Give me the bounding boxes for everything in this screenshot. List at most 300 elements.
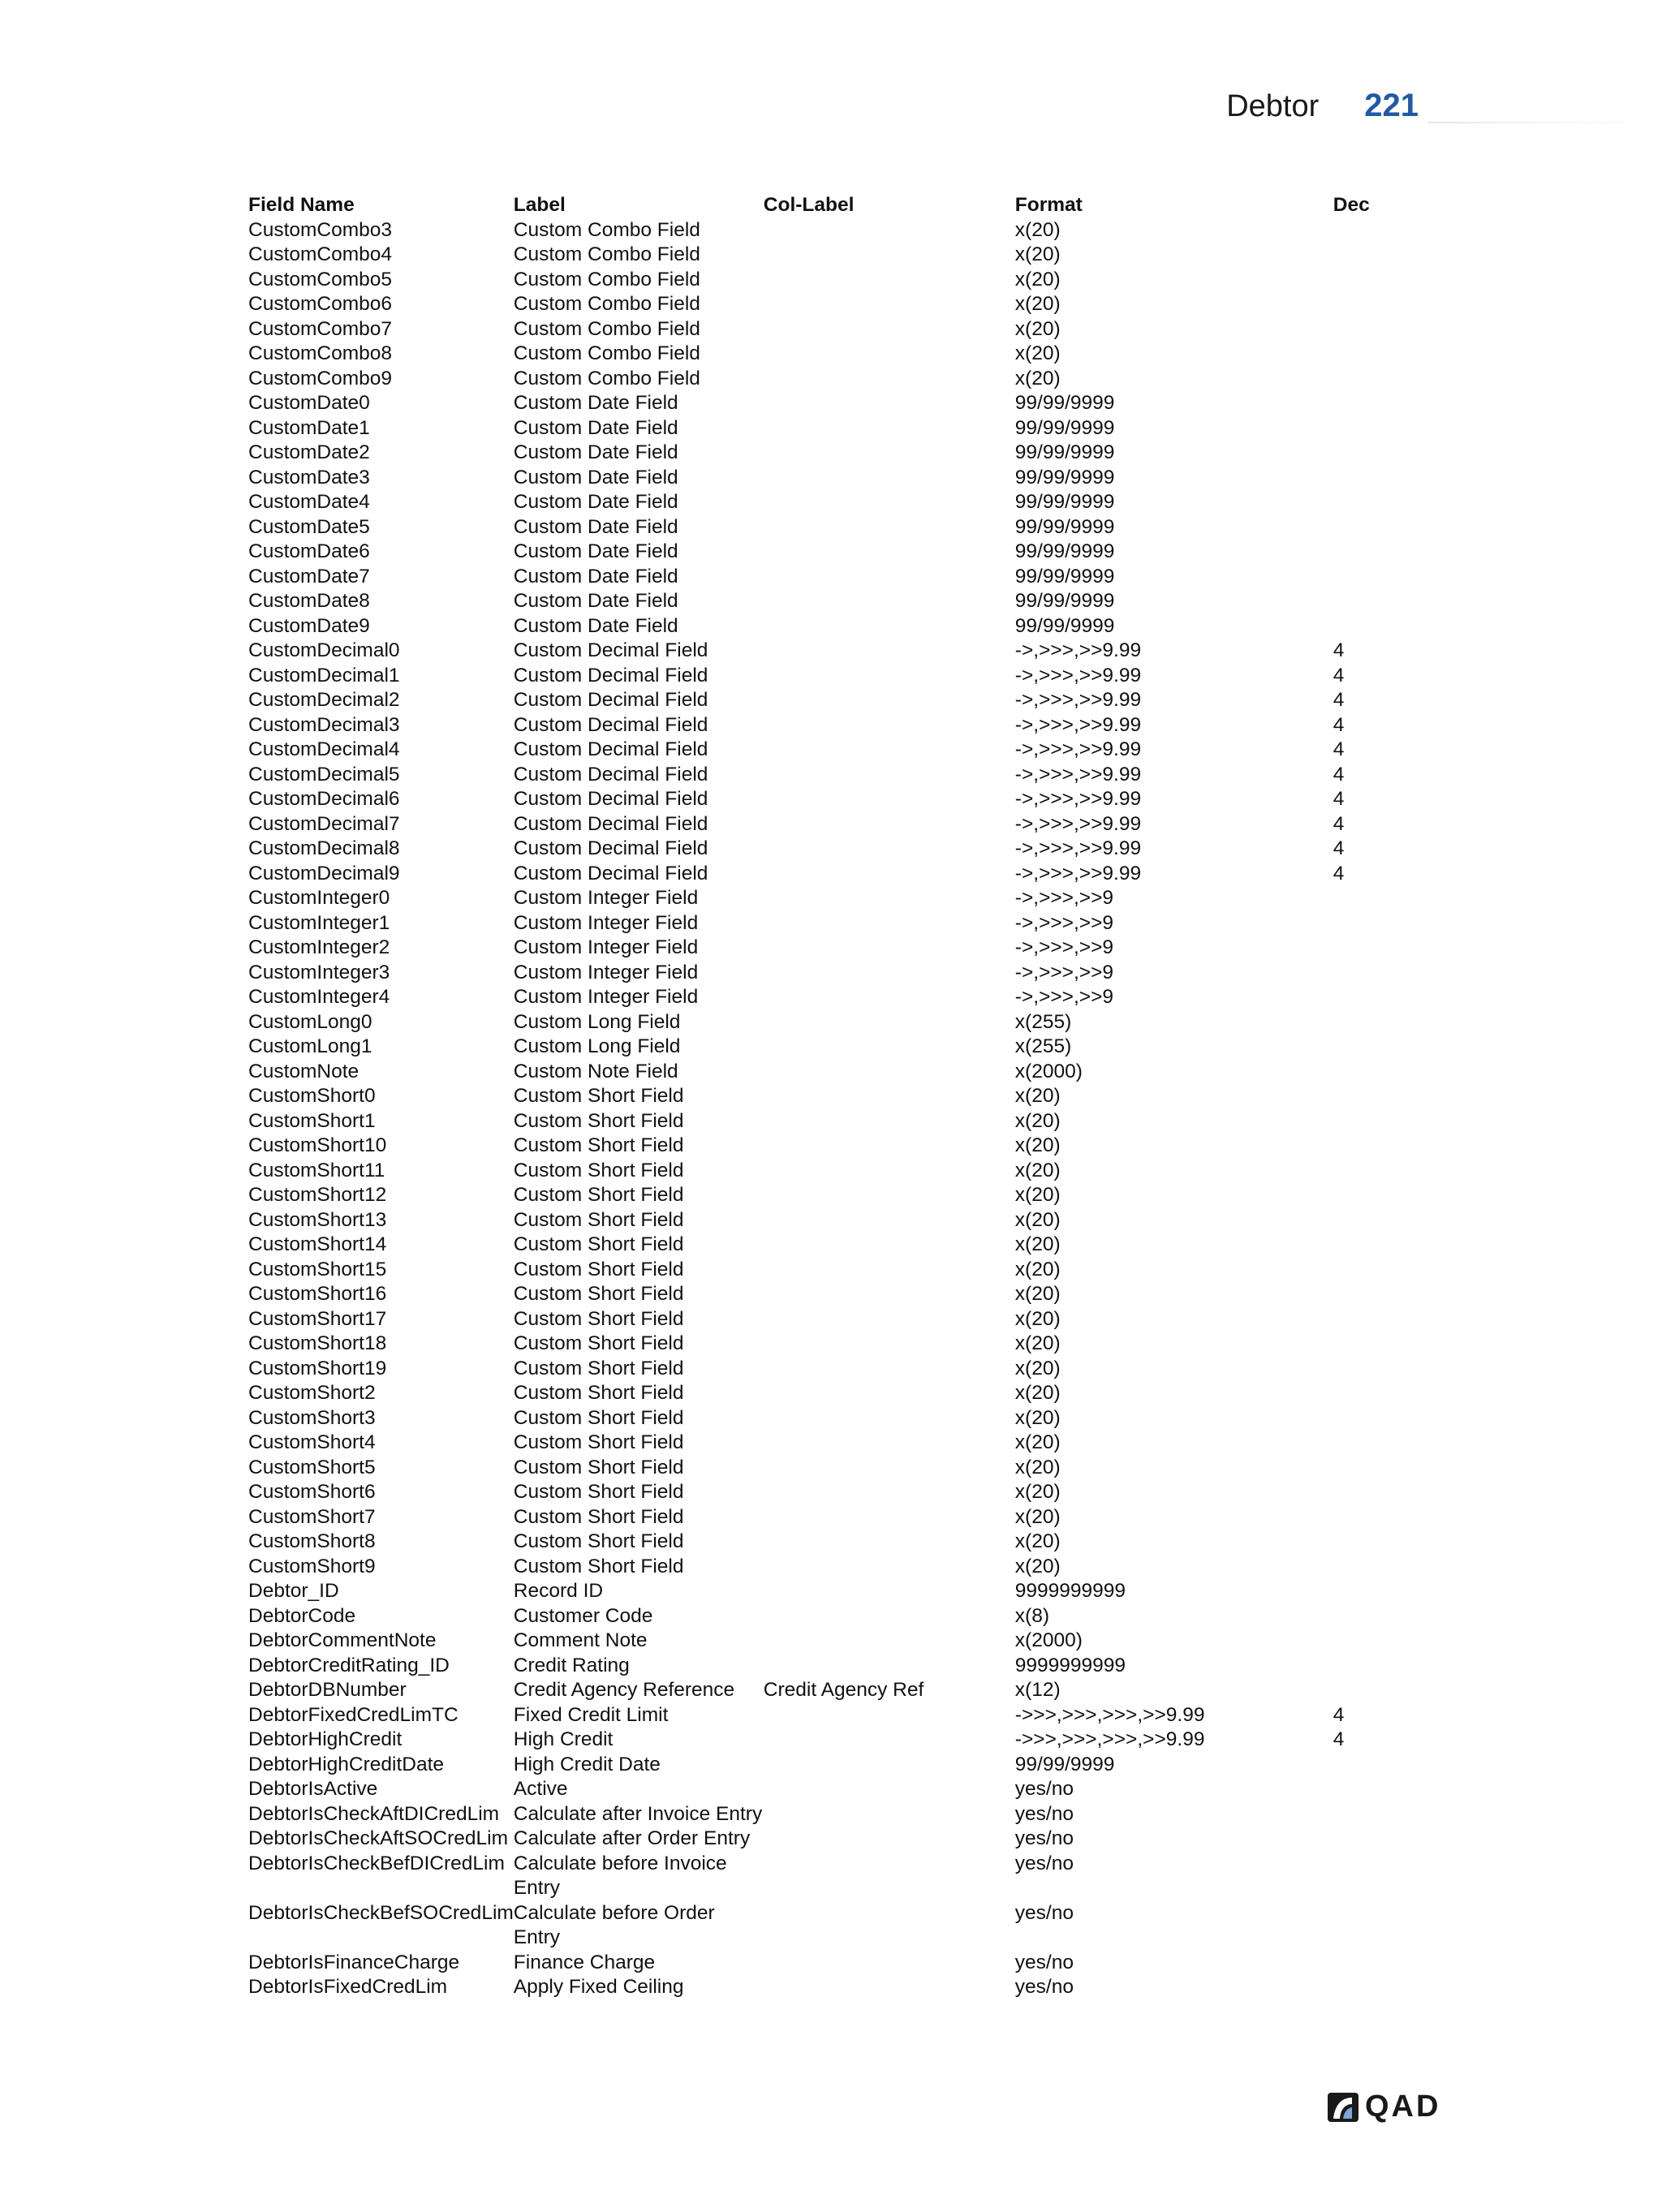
dec-cell (1333, 1852, 1398, 1901)
label-cell: Custom Short Field (513, 1085, 684, 1107)
field-name-cell: CustomDecimal9 (248, 862, 400, 884)
dec-cell: 4 (1333, 738, 1345, 760)
table-row (248, 1629, 1398, 1654)
format-cell: 9999999999 (1014, 1654, 1126, 1676)
field-name-cell: CustomShort19 (248, 1357, 387, 1379)
table-row (248, 515, 1398, 540)
col-label-cell (764, 1357, 1015, 1382)
col-label-cell (764, 317, 1015, 342)
dec-cell (1333, 1233, 1398, 1258)
col-label-cell (764, 466, 1015, 491)
col-label-cell (764, 342, 1015, 367)
label-cell: Custom Combo Field (513, 293, 700, 315)
field-name-cell: CustomDate5 (248, 515, 370, 538)
field-name-cell: DebtorCommentNote (248, 1629, 437, 1651)
dec-cell (1333, 1678, 1398, 1703)
label-cell: Apply Fixed Ceiling (513, 1976, 684, 1998)
col-label-cell (764, 1258, 1015, 1283)
dec-cell (1333, 441, 1398, 466)
label-cell: Custom Short Field (513, 1332, 684, 1354)
col-label-cell (764, 1753, 1015, 1778)
table-row (248, 961, 1398, 986)
label-cell: Custom Decimal Field (513, 788, 708, 810)
label-cell: Custom Date Field (513, 441, 678, 463)
label-cell: Custom Date Field (513, 392, 678, 414)
table-row (248, 1233, 1398, 1258)
col-label-cell (764, 367, 1015, 392)
dec-cell (1333, 1332, 1398, 1357)
label-cell: Custom Decimal Field (513, 862, 708, 884)
col-label-cell (764, 565, 1015, 590)
label-cell: Custom Short Field (513, 1109, 684, 1132)
col-label-cell (764, 664, 1015, 689)
label-cell: Custom Short Field (513, 1431, 684, 1453)
dec-cell (1333, 1010, 1398, 1035)
field-name-cell: CustomShort6 (248, 1481, 376, 1503)
table-row (248, 1332, 1398, 1357)
field-name-cell: CustomCombo6 (248, 293, 393, 315)
format-cell: x(20) (1014, 1085, 1061, 1107)
table-row (248, 1975, 1398, 2000)
dec-cell: 4 (1333, 837, 1345, 859)
col-label-cell (764, 1010, 1015, 1035)
dec-cell (1333, 218, 1398, 243)
field-name-cell: CustomDecimal3 (248, 713, 400, 736)
table-row (248, 738, 1398, 763)
label-cell: Calculate before Invoice Entry (513, 1852, 727, 1899)
label-cell: Custom Decimal Field (513, 763, 708, 785)
label-cell: Custom Integer Field (513, 887, 699, 909)
col-label-cell (764, 1703, 1015, 1728)
dec-cell (1333, 911, 1398, 936)
table-row (248, 1951, 1398, 1976)
format-cell: ->,>>>,>>9.99 (1014, 664, 1142, 686)
col-label-cell (764, 1827, 1015, 1852)
field-name-cell: Debtor_ID (248, 1580, 339, 1602)
col-label-cell (764, 1109, 1015, 1134)
label-cell: Credit Rating (513, 1654, 630, 1676)
col-label-cell (764, 1183, 1015, 1208)
dec-cell (1333, 1975, 1398, 2000)
label-cell: Custom Integer Field (513, 961, 699, 983)
col-label-cell (764, 589, 1015, 614)
column-header-field-name: Field Name (248, 194, 355, 216)
label-cell: Custom Long Field (513, 1035, 681, 1057)
label-cell: Custom Short Field (513, 1184, 684, 1206)
format-cell: ->,>>>,>>9.99 (1014, 788, 1142, 810)
label-cell: Custom Short Field (513, 1208, 684, 1231)
field-name-cell: DebtorDBNumber (248, 1679, 407, 1701)
col-label-cell (764, 1208, 1015, 1233)
label-cell: Custom Date Field (513, 565, 678, 587)
col-label-cell (764, 639, 1015, 664)
table-row (248, 1084, 1398, 1109)
format-cell: yes/no (1014, 1852, 1074, 1874)
label-cell: Custom Short Field (513, 1283, 684, 1305)
field-name-cell: CustomShort17 (248, 1307, 387, 1330)
field-name-cell: CustomShort1 (248, 1109, 376, 1132)
field-name-cell: CustomDate7 (248, 565, 370, 587)
format-cell: x(20) (1014, 317, 1061, 340)
field-name-cell: DebtorCode (248, 1604, 356, 1627)
dec-cell (1333, 589, 1398, 614)
dec-cell (1333, 1208, 1398, 1233)
dec-cell (1333, 1258, 1398, 1283)
dec-cell (1333, 1183, 1398, 1208)
dec-cell: 4 (1333, 1703, 1345, 1726)
col-label-cell (764, 218, 1015, 243)
col-label-cell (764, 1035, 1015, 1060)
field-name-cell: CustomDate4 (248, 491, 370, 513)
header-row (248, 193, 1398, 218)
label-cell: Fixed Credit Limit (513, 1703, 669, 1726)
col-label-cell (764, 1505, 1015, 1530)
col-label-cell (764, 1604, 1015, 1629)
label-cell: Custom Short Field (513, 1530, 684, 1552)
col-label-cell (764, 1728, 1015, 1753)
field-name-cell: DebtorIsCheckBefDICredLim (248, 1852, 505, 1874)
field-name-cell: CustomCombo4 (248, 243, 393, 265)
dec-cell: 4 (1333, 862, 1345, 884)
format-cell: yes/no (1014, 1976, 1074, 1998)
col-label-cell (764, 515, 1015, 540)
table-row (248, 1480, 1398, 1505)
format-cell: x(20) (1014, 1555, 1061, 1577)
table-row (248, 1852, 1398, 1901)
table-row (248, 218, 1398, 243)
format-cell: 99/99/9999 (1014, 392, 1115, 414)
field-name-cell: DebtorFixedCredLimTC (248, 1703, 459, 1726)
col-label-cell (764, 416, 1015, 441)
field-name-cell: DebtorIsFixedCredLim (248, 1976, 448, 1998)
col-label-cell (764, 1332, 1015, 1357)
field-name-cell: CustomDate1 (248, 416, 370, 439)
dec-cell (1333, 1654, 1398, 1679)
label-cell: Custom Decimal Field (513, 689, 708, 711)
table-row (248, 1703, 1398, 1728)
format-cell: ->,>>>,>>9 (1014, 936, 1114, 958)
col-label-cell (764, 787, 1015, 812)
label-cell: Custom Decimal Field (513, 664, 708, 686)
label-cell: Custom Short Field (513, 1134, 684, 1156)
dec-cell: 4 (1333, 788, 1345, 810)
format-cell: yes/no (1014, 1951, 1074, 1973)
format-cell: x(20) (1014, 1159, 1061, 1181)
format-cell: x(20) (1014, 367, 1061, 389)
table-row (248, 1901, 1398, 1951)
dec-cell (1333, 515, 1398, 540)
table-row (248, 540, 1398, 565)
col-label-cell (764, 837, 1015, 862)
field-name-cell: CustomShort10 (248, 1134, 387, 1156)
format-cell: x(20) (1014, 1431, 1061, 1453)
label-cell: Custom Note Field (513, 1060, 678, 1082)
label-cell: High Credit (513, 1728, 614, 1750)
col-label-cell (764, 441, 1015, 466)
field-name-cell: CustomShort15 (248, 1258, 387, 1280)
col-label-cell (764, 738, 1015, 763)
col-label-cell (764, 1406, 1015, 1431)
format-cell: ->,>>>,>>9 (1014, 887, 1114, 909)
format-cell: 99/99/9999 (1014, 416, 1115, 439)
field-name-cell: CustomShort7 (248, 1505, 376, 1528)
table-row (248, 911, 1398, 936)
col-label-cell (764, 1307, 1015, 1332)
col-label-cell (764, 1480, 1015, 1505)
dec-cell: 4 (1333, 639, 1345, 661)
field-name-cell: CustomDecimal0 (248, 639, 400, 661)
label-cell: Custom Date Field (513, 614, 678, 637)
dec-cell (1333, 1505, 1398, 1530)
table-row (248, 1357, 1398, 1382)
table-row (248, 614, 1398, 639)
format-cell: x(20) (1014, 1357, 1061, 1379)
col-label-cell (764, 985, 1015, 1010)
field-name-cell: CustomCombo8 (248, 342, 393, 364)
label-cell: Custom Decimal Field (513, 738, 708, 760)
format-cell: ->,>>>,>>9.99 (1014, 738, 1142, 760)
dec-cell (1333, 540, 1398, 565)
format-cell: x(20) (1014, 1530, 1061, 1552)
qad-logo-icon (1328, 2093, 1358, 2122)
dec-cell (1333, 1777, 1398, 1802)
table-row (248, 1208, 1398, 1233)
table-row (248, 1307, 1398, 1332)
label-cell: Custom Decimal Field (513, 639, 708, 661)
dec-cell (1333, 466, 1398, 491)
format-cell: ->,>>>,>>9.99 (1014, 639, 1142, 661)
field-name-cell: CustomInteger3 (248, 961, 390, 983)
label-cell: Record ID (513, 1580, 604, 1602)
table-row (248, 1183, 1398, 1208)
dec-cell (1333, 317, 1398, 342)
dec-cell (1333, 1579, 1398, 1604)
field-name-cell: CustomLong0 (248, 1010, 372, 1033)
format-cell: ->,>>>,>>9 (1014, 986, 1114, 1008)
dec-cell (1333, 490, 1398, 515)
field-name-cell: DebtorIsActive (248, 1778, 378, 1800)
format-cell: x(20) (1014, 268, 1061, 290)
dec-cell (1333, 1109, 1398, 1134)
col-label-cell (764, 292, 1015, 317)
field-name-cell: CustomCombo5 (248, 268, 393, 290)
table-row (248, 1456, 1398, 1481)
dec-cell (1333, 391, 1398, 416)
format-cell: yes/no (1014, 1802, 1074, 1825)
table-row (248, 688, 1398, 713)
table-row (248, 1258, 1398, 1283)
dec-cell (1333, 268, 1398, 293)
dec-cell (1333, 1951, 1398, 1976)
col-label-cell (764, 1159, 1015, 1184)
format-cell: 99/99/9999 (1014, 466, 1115, 488)
dec-cell (1333, 565, 1398, 590)
format-cell: x(8) (1014, 1604, 1049, 1627)
field-name-cell: CustomDate8 (248, 590, 370, 612)
table-row (248, 985, 1398, 1010)
field-name-cell: CustomDate2 (248, 441, 370, 463)
dec-cell (1333, 1060, 1398, 1085)
qad-logo (1328, 2089, 1440, 2124)
dec-cell: 4 (1333, 1728, 1345, 1750)
table-row (248, 243, 1398, 268)
label-cell: Custom Combo Field (513, 243, 700, 265)
dec-cell (1333, 243, 1398, 268)
col-label-cell (764, 936, 1015, 961)
table-row (248, 664, 1398, 689)
col-label-cell (764, 911, 1015, 936)
label-cell: Custom Short Field (513, 1505, 684, 1528)
field-name-cell: CustomShort11 (248, 1159, 385, 1181)
dec-cell: 4 (1333, 763, 1345, 785)
label-cell: Custom Short Field (513, 1481, 684, 1503)
field-name-cell: CustomShort16 (248, 1283, 387, 1305)
dec-cell (1333, 1456, 1398, 1481)
label-cell: High Credit Date (513, 1753, 661, 1775)
table-row (248, 936, 1398, 961)
dec-cell (1333, 1035, 1398, 1060)
label-cell: Custom Integer Field (513, 936, 699, 958)
col-label-cell (764, 1951, 1015, 1976)
format-cell: x(20) (1014, 1208, 1061, 1231)
label-cell: Calculate before Order Entry (513, 1901, 715, 1948)
format-cell: 99/99/9999 (1014, 614, 1115, 637)
col-label-cell (764, 1654, 1015, 1679)
table-row (248, 1431, 1398, 1456)
label-cell: Custom Short Field (513, 1233, 684, 1255)
format-cell: ->,>>>,>>9.99 (1014, 713, 1142, 736)
field-name-cell: CustomInteger1 (248, 911, 390, 934)
field-name-cell: CustomDate9 (248, 614, 370, 637)
label-cell: Custom Decimal Field (513, 837, 708, 859)
label-cell: Customer Code (513, 1604, 653, 1627)
field-name-cell: CustomShort0 (248, 1085, 376, 1107)
col-label-cell (764, 1579, 1015, 1604)
label-cell: Custom Integer Field (513, 986, 699, 1008)
field-name-cell: CustomCombo7 (248, 317, 393, 340)
col-label-cell (764, 1084, 1015, 1109)
label-cell: Finance Charge (513, 1951, 656, 1973)
table-row (248, 1753, 1398, 1778)
field-name-cell: CustomDate3 (248, 466, 370, 488)
format-cell: 99/99/9999 (1014, 590, 1115, 612)
label-cell: Custom Date Field (513, 590, 678, 612)
label-cell: Custom Date Field (513, 491, 678, 513)
label-cell: Custom Date Field (513, 515, 678, 538)
header-rule (1428, 122, 1639, 123)
col-label-cell (764, 1060, 1015, 1085)
field-name-cell: CustomDecimal4 (248, 738, 400, 760)
field-name-cell: DebtorCreditRating_ID (248, 1654, 450, 1676)
format-cell: 99/99/9999 (1014, 540, 1115, 562)
label-cell: Custom Integer Field (513, 911, 699, 934)
dec-cell (1333, 936, 1398, 961)
table-row (248, 812, 1398, 837)
table-row (248, 589, 1398, 614)
col-label-cell (764, 614, 1015, 639)
format-cell: x(2000) (1014, 1629, 1083, 1651)
label-cell: Custom Date Field (513, 540, 678, 562)
dec-cell (1333, 1431, 1398, 1456)
label-cell: Custom Short Field (513, 1159, 684, 1181)
table-row (248, 1604, 1398, 1629)
field-name-cell: CustomDecimal6 (248, 788, 400, 810)
field-name-cell: CustomShort18 (248, 1332, 387, 1354)
table-row (248, 1505, 1398, 1530)
col-label-cell (764, 243, 1015, 268)
dec-cell (1333, 292, 1398, 317)
field-name-cell: DebtorIsFinanceCharge (248, 1951, 460, 1973)
dec-cell (1333, 1084, 1398, 1109)
dec-cell (1333, 1134, 1398, 1159)
col-label-cell: Credit Agency Ref (763, 1679, 924, 1701)
format-cell: x(20) (1014, 218, 1061, 241)
format-cell: x(20) (1014, 1109, 1061, 1132)
col-label-cell (764, 1233, 1015, 1258)
dec-cell (1333, 1307, 1398, 1332)
table-row (248, 862, 1398, 887)
label-cell: Custom Short Field (513, 1382, 684, 1404)
table-row (248, 1654, 1398, 1679)
dec-cell (1333, 1604, 1398, 1629)
field-name-cell: CustomShort8 (248, 1530, 376, 1552)
table-row (248, 1777, 1398, 1802)
page-header (1226, 88, 1419, 124)
col-label-cell (764, 1802, 1015, 1827)
format-cell: x(20) (1014, 293, 1061, 315)
table-row (248, 1060, 1398, 1085)
table-row (248, 1406, 1398, 1431)
field-name-cell: CustomInteger0 (248, 887, 390, 909)
page-number: 221 (1364, 88, 1419, 123)
format-cell: x(20) (1014, 243, 1061, 265)
table-row (248, 763, 1398, 788)
dec-cell (1333, 1381, 1398, 1406)
table-row (248, 292, 1398, 317)
col-label-cell (764, 1134, 1015, 1159)
label-cell: Custom Short Field (513, 1258, 684, 1280)
field-name-cell: CustomShort13 (248, 1208, 387, 1231)
format-cell: x(20) (1014, 1505, 1061, 1528)
table-row (248, 1678, 1398, 1703)
dec-cell (1333, 416, 1398, 441)
format-cell: ->,>>>,>>9.99 (1014, 862, 1142, 884)
label-cell: Custom Combo Field (513, 342, 700, 364)
col-label-cell (764, 391, 1015, 416)
format-cell: ->>>,>>>,>>>,>>9.99 (1014, 1703, 1205, 1726)
label-cell: Custom Short Field (513, 1357, 684, 1379)
dec-cell: 4 (1333, 713, 1345, 736)
format-cell: x(255) (1014, 1010, 1072, 1033)
table-row (248, 837, 1398, 862)
format-cell: 99/99/9999 (1014, 491, 1115, 513)
format-cell: ->,>>>,>>9 (1014, 911, 1114, 934)
dec-cell (1333, 1753, 1398, 1778)
format-cell: x(20) (1014, 1307, 1061, 1330)
format-cell: ->,>>>,>>9.99 (1014, 837, 1142, 859)
field-name-cell: CustomInteger2 (248, 936, 390, 958)
table-row (248, 391, 1398, 416)
table-row (248, 367, 1398, 392)
field-name-cell: CustomDecimal2 (248, 689, 400, 711)
format-cell: x(20) (1014, 1233, 1061, 1255)
format-cell: yes/no (1014, 1901, 1074, 1924)
table-body (248, 218, 1398, 2000)
dec-cell (1333, 985, 1398, 1010)
format-cell: ->,>>>,>>9.99 (1014, 812, 1142, 835)
table-row (248, 1010, 1398, 1035)
dec-cell (1333, 367, 1398, 392)
